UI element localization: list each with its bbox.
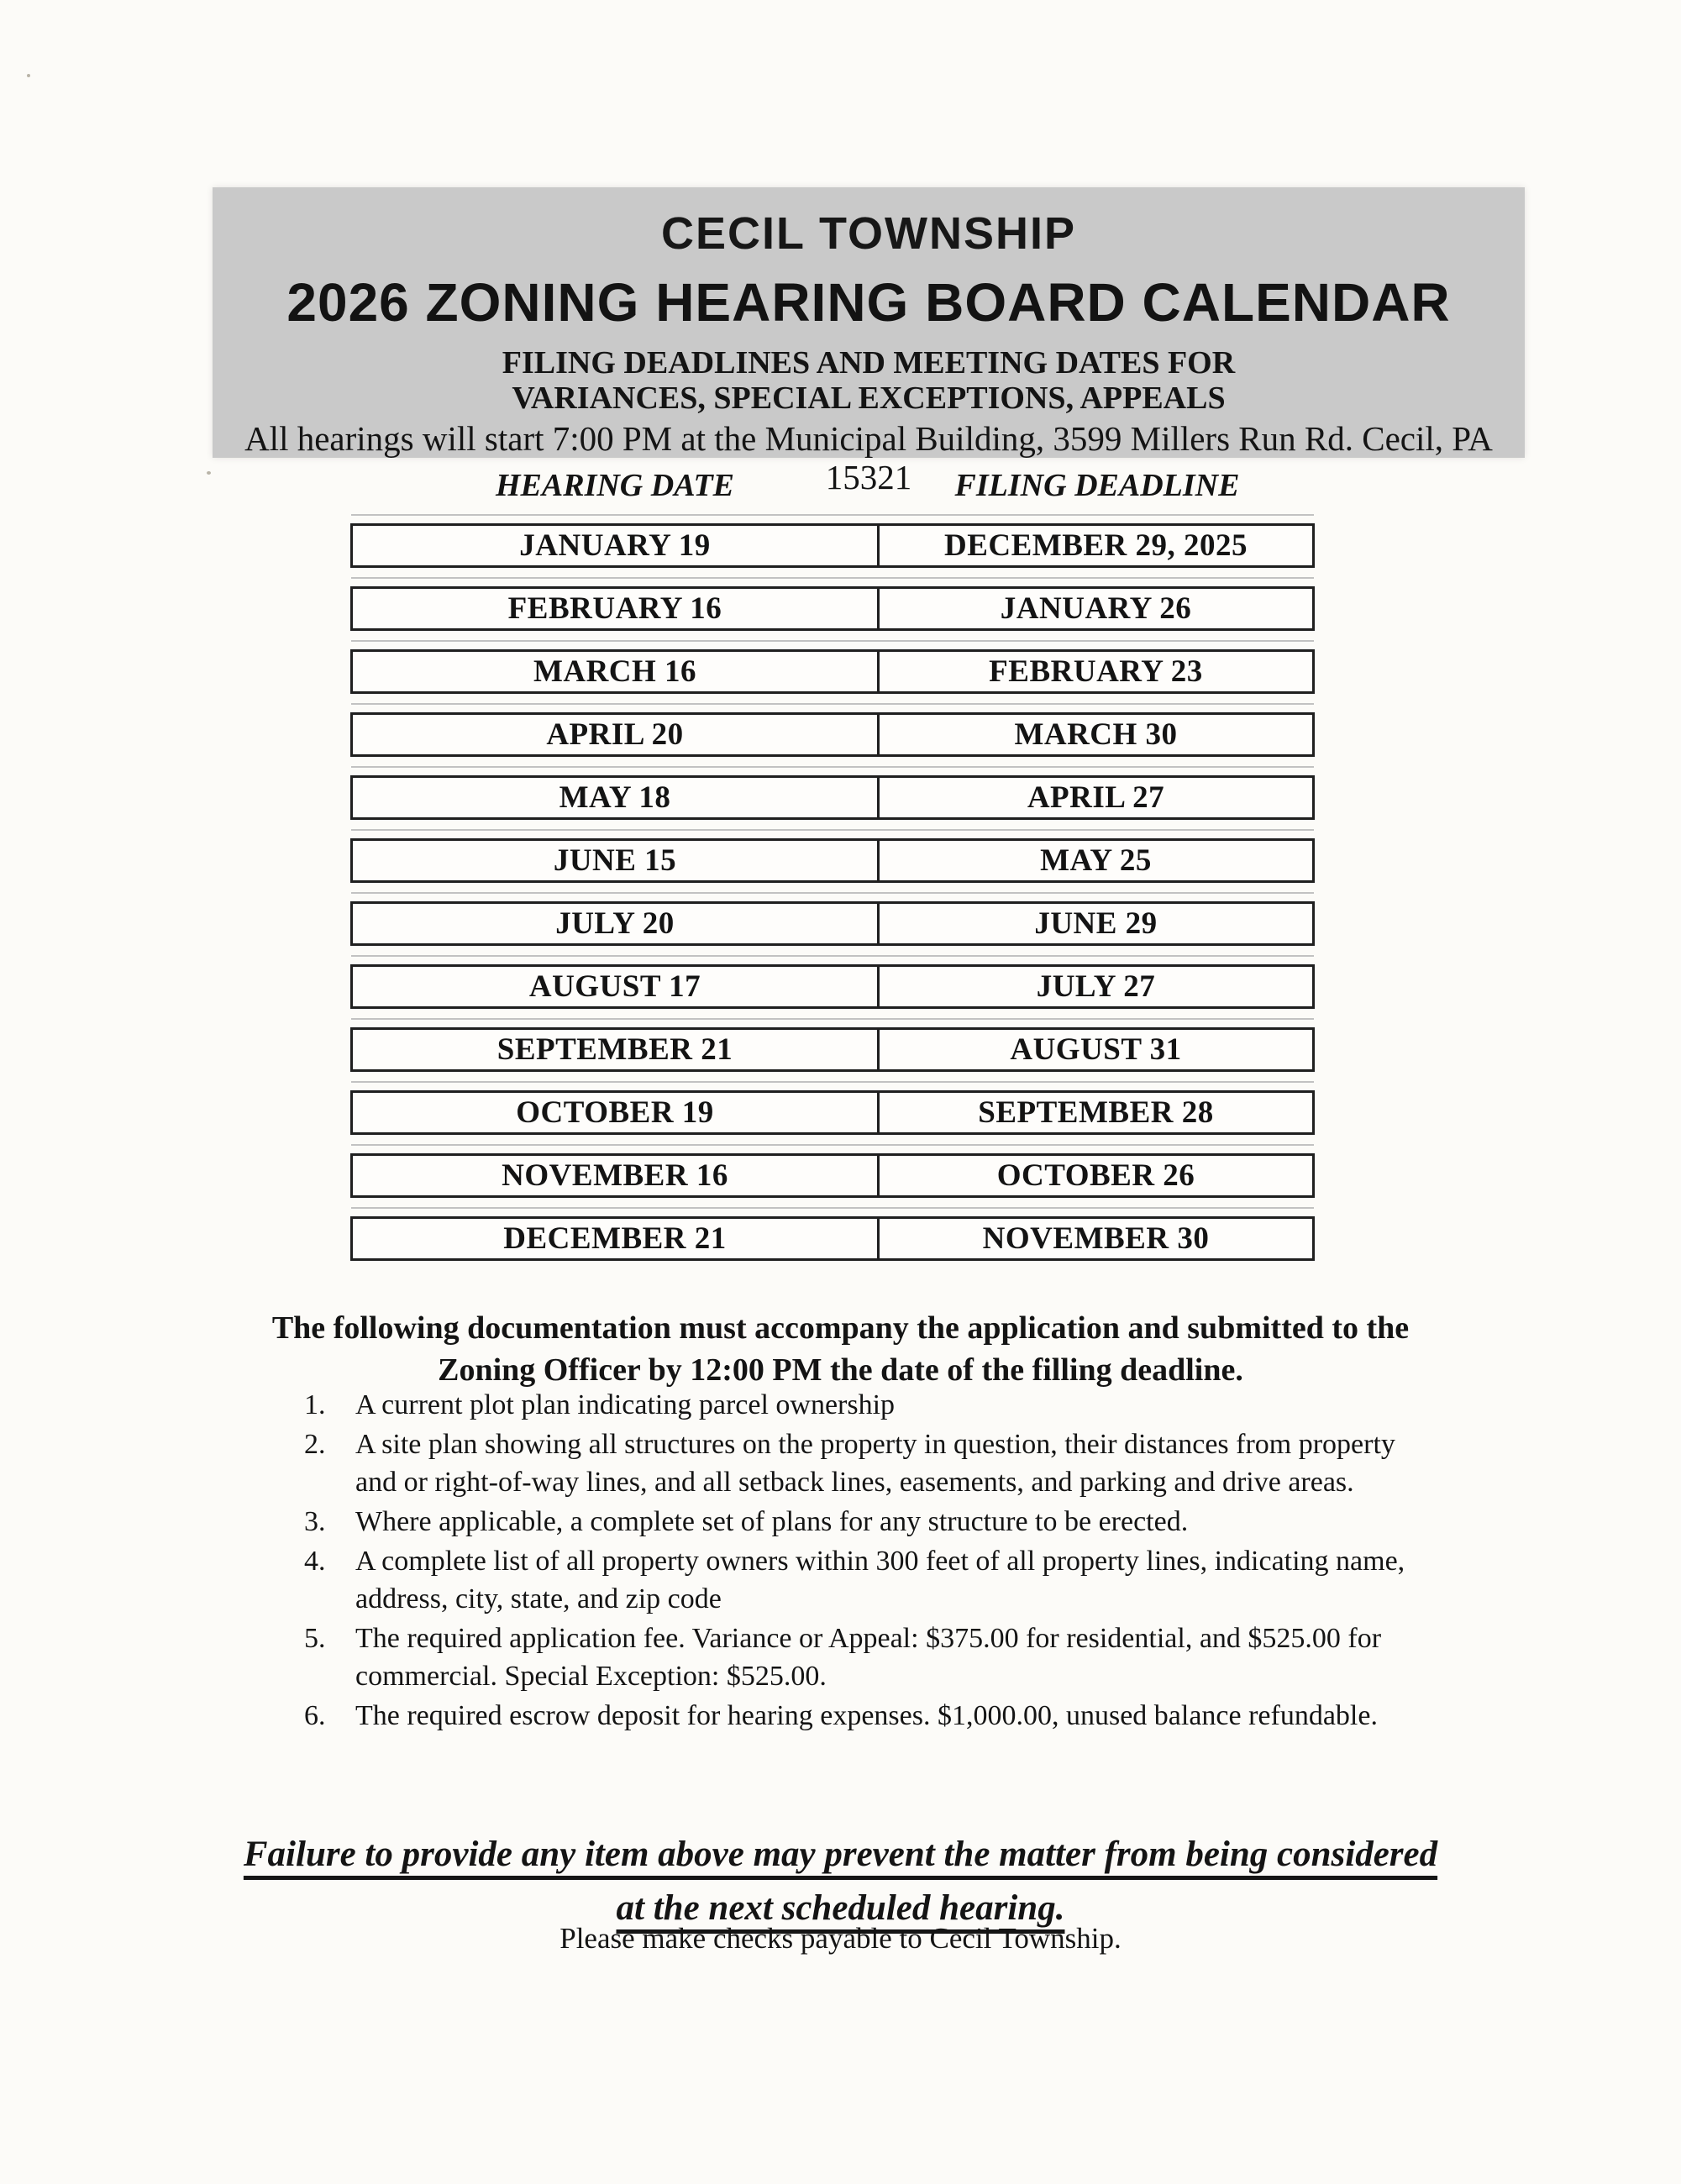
table-row	[350, 1090, 1315, 1135]
hearing-date-cell: MAY 18	[353, 778, 880, 817]
warning-text: Failure to provide any item above may prevent the matter from being considered at the next scheduled hearing.	[243, 1835, 1438, 1928]
table-row	[350, 1027, 1315, 1072]
header-subtitle-1: FILING DEADLINES AND MEETING DATES FOR	[502, 345, 1236, 381]
requirement-item	[304, 1542, 1410, 1618]
table-row	[350, 901, 1315, 946]
hearing-date-cell: JULY 20	[353, 904, 880, 943]
table-row	[350, 712, 1315, 757]
table-row	[350, 1216, 1315, 1261]
hearing-location-note: All hearings will start 7:00 PM at the Municipal Building, 3599 Millers Run Rd. Cecil, PA 15321	[244, 419, 1493, 496]
table-row	[350, 964, 1315, 1009]
filing-deadline-cell: DECEMBER 29, 2025	[943, 528, 1248, 563]
requirement-number: 5.	[304, 1623, 326, 1654]
table-row	[350, 1153, 1315, 1198]
hearing-date-cell: DECEMBER 21	[353, 1219, 880, 1258]
scan-speck	[27, 74, 30, 77]
filing-deadline-cell: SEPTEMBER 28	[978, 1095, 1214, 1130]
hearing-date-cell: AUGUST 17	[353, 967, 880, 1006]
page-title: 2026 ZONING HEARING BOARD CALENDAR	[286, 272, 1451, 333]
table-row	[350, 586, 1315, 631]
requirement-number: 1.	[304, 1389, 326, 1420]
filing-deadline-cell: OCTOBER 26	[996, 1158, 1195, 1193]
filing-deadline-cell: MARCH 30	[1014, 717, 1178, 752]
hearing-date-cell: OCTOBER 19	[353, 1093, 880, 1132]
requirements-list	[304, 1386, 1410, 1736]
filing-deadline-cell: APRIL 27	[1027, 780, 1165, 815]
scan-speck	[207, 471, 211, 475]
hearing-date-cell: APRIL 20	[353, 715, 880, 754]
requirement-item	[304, 1697, 1410, 1735]
column-header-filing-deadline: FILING DEADLINE	[954, 468, 1240, 503]
requirement-number: 4.	[304, 1546, 326, 1577]
hearing-date-cell: JUNE 15	[353, 841, 880, 880]
hearing-date-cell: MARCH 16	[353, 652, 880, 691]
township-name: CECIL TOWNSHIP	[660, 208, 1077, 259]
filing-deadline-cell: JANUARY 26	[1000, 591, 1192, 626]
filing-deadline-cell: JULY 27	[1036, 969, 1156, 1004]
column-header-hearing-date: HEARING DATE	[495, 468, 735, 503]
requirement-number: 3.	[304, 1506, 326, 1537]
filing-deadline-cell: NOVEMBER 30	[982, 1221, 1210, 1256]
table-row	[350, 649, 1315, 694]
requirement-text: A complete list of all property owners within 300 feet of all property lines, indicating name, address, city, state, and zip code	[355, 1546, 1405, 1614]
table-row	[350, 775, 1315, 820]
requirement-item	[304, 1620, 1410, 1695]
requirement-item	[304, 1425, 1410, 1501]
requirement-text: A site plan showing all structures on the property in question, their distances from property and or right-of-way lines, and all setback lines, easements, and parking and drive areas.	[355, 1429, 1395, 1498]
requirement-text: The required application fee. Variance or Appeal: $375.00 for residential, and $525.00 for commercial. Special Exception: $525.00.	[355, 1623, 1382, 1692]
requirement-number: 2.	[304, 1429, 326, 1460]
hearing-date-cell: JANUARY 19	[353, 526, 880, 565]
filing-deadline-cell: JUNE 29	[1034, 906, 1158, 941]
requirement-number: 6.	[304, 1700, 326, 1731]
filing-deadline-cell: FEBRUARY 23	[989, 654, 1203, 689]
table-row	[350, 838, 1315, 883]
requirements-intro: The following documentation must accompany the application and submitted to the Zoning Officer by 12:00 PM the date of the filling deadline.	[271, 1310, 1410, 1388]
filing-deadline-cell: MAY 25	[1040, 843, 1152, 878]
hearing-date-cell: SEPTEMBER 21	[353, 1030, 880, 1069]
filing-deadline-cell: AUGUST 31	[1010, 1032, 1182, 1067]
hearing-date-cell: NOVEMBER 16	[353, 1156, 880, 1195]
requirement-item	[304, 1503, 1410, 1541]
requirement-text: A current plot plan indicating parcel ownership	[355, 1389, 896, 1420]
hearing-date-cell: FEBRUARY 16	[353, 589, 880, 628]
table-row	[350, 523, 1315, 568]
requirement-item	[304, 1386, 1410, 1424]
checks-payable-note: Please make checks payable to Cecil Township.	[559, 1922, 1122, 1955]
header-subtitle-2: VARIANCES, SPECIAL EXCEPTIONS, APPEALS	[512, 381, 1226, 416]
requirement-text: The required escrow deposit for hearing expenses. $1,000.00, unused balance refundable.	[355, 1700, 1378, 1731]
hearing-table-rows	[350, 523, 1315, 1279]
requirement-text: Where applicable, a complete set of plans for any structure to be erected.	[355, 1506, 1189, 1537]
